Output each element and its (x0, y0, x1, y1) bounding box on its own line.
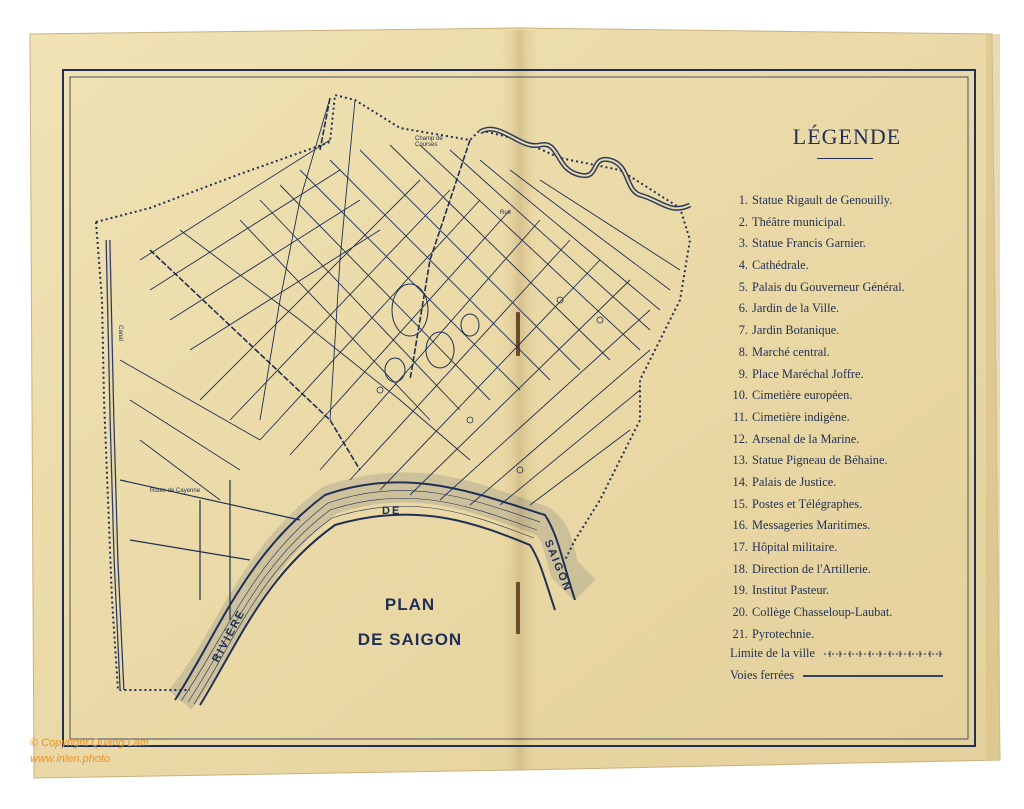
legend-title-underline (817, 158, 873, 159)
legend-item: 1. Statue Rigault de Genouilly. (738, 193, 893, 207)
label-rue: Rue (500, 210, 512, 216)
legend-city-limit (730, 646, 942, 661)
river-label-saigon: SAIGON (541, 538, 574, 594)
legend-item: 17. Hôpital militaire. (732, 540, 838, 554)
legend-item: 5. Palais du Gouverneur Général. (738, 279, 905, 294)
river-label-de: DE (382, 505, 402, 517)
map-title-line1: PLAN (384, 595, 436, 614)
legend-item: 12. Arsenal de la Marine. (732, 431, 860, 446)
legend-item: 9. Place Maréchal Joffre. (738, 366, 864, 381)
legend-item: 15. Postes et Télégraphes. (732, 496, 863, 511)
legend-item: 2. Théâtre municipal. (738, 214, 846, 229)
legend-item: 14. Palais de Justice. (732, 474, 837, 489)
legend-item: 13. Statue Pigneau de Béhaine. (732, 453, 888, 468)
map-title-line2: DE SAIGON (357, 630, 463, 649)
river-label-riviere: RIVIÈRE (210, 607, 248, 665)
legend-item: 11. Cimetière indigène. (732, 409, 850, 424)
legend-item: 6. Jardin de la Ville. (738, 301, 840, 316)
legend-item: 18. Direction de l'Artillerie. (732, 561, 871, 576)
legend-item: 4. Cathédrale. (738, 258, 809, 273)
label-canal: Canal (116, 325, 123, 341)
railway-symbol (803, 673, 943, 679)
copyright-watermark: © Copyright Quang Lam (30, 737, 149, 749)
legend-item: 7. Jardin Botanique. (738, 323, 840, 338)
railway-label: Voies ferrées (730, 668, 795, 682)
legend-title: LÉGENDE (792, 124, 902, 149)
legend-railway (730, 668, 943, 683)
legend-item: 8. Marché central. (738, 344, 830, 359)
label-route-de-cayenne: Route de Cayenne (150, 488, 201, 494)
city-limit-label: Limite de la ville (730, 646, 815, 660)
legend-item: 20. Collège Chasseloup-Laubat. (732, 605, 893, 620)
website-watermark: www.inlen.photo (30, 753, 111, 765)
city-limit-symbol (824, 650, 942, 658)
legend-item: 16. Messageries Maritimes. (732, 518, 871, 533)
legend-item: 19. Institut Pasteur. (732, 583, 830, 598)
legend-item: 21. Pyrotechnie. (732, 626, 815, 641)
legend-item: 3. Statue Francis Garnier. (738, 236, 866, 251)
legend-list (722, 190, 905, 645)
legend-item: 10. Cimetière européen. (732, 388, 853, 403)
label-champ-de-courses: Champ de Courses (415, 136, 443, 148)
page-edge (986, 34, 1000, 760)
